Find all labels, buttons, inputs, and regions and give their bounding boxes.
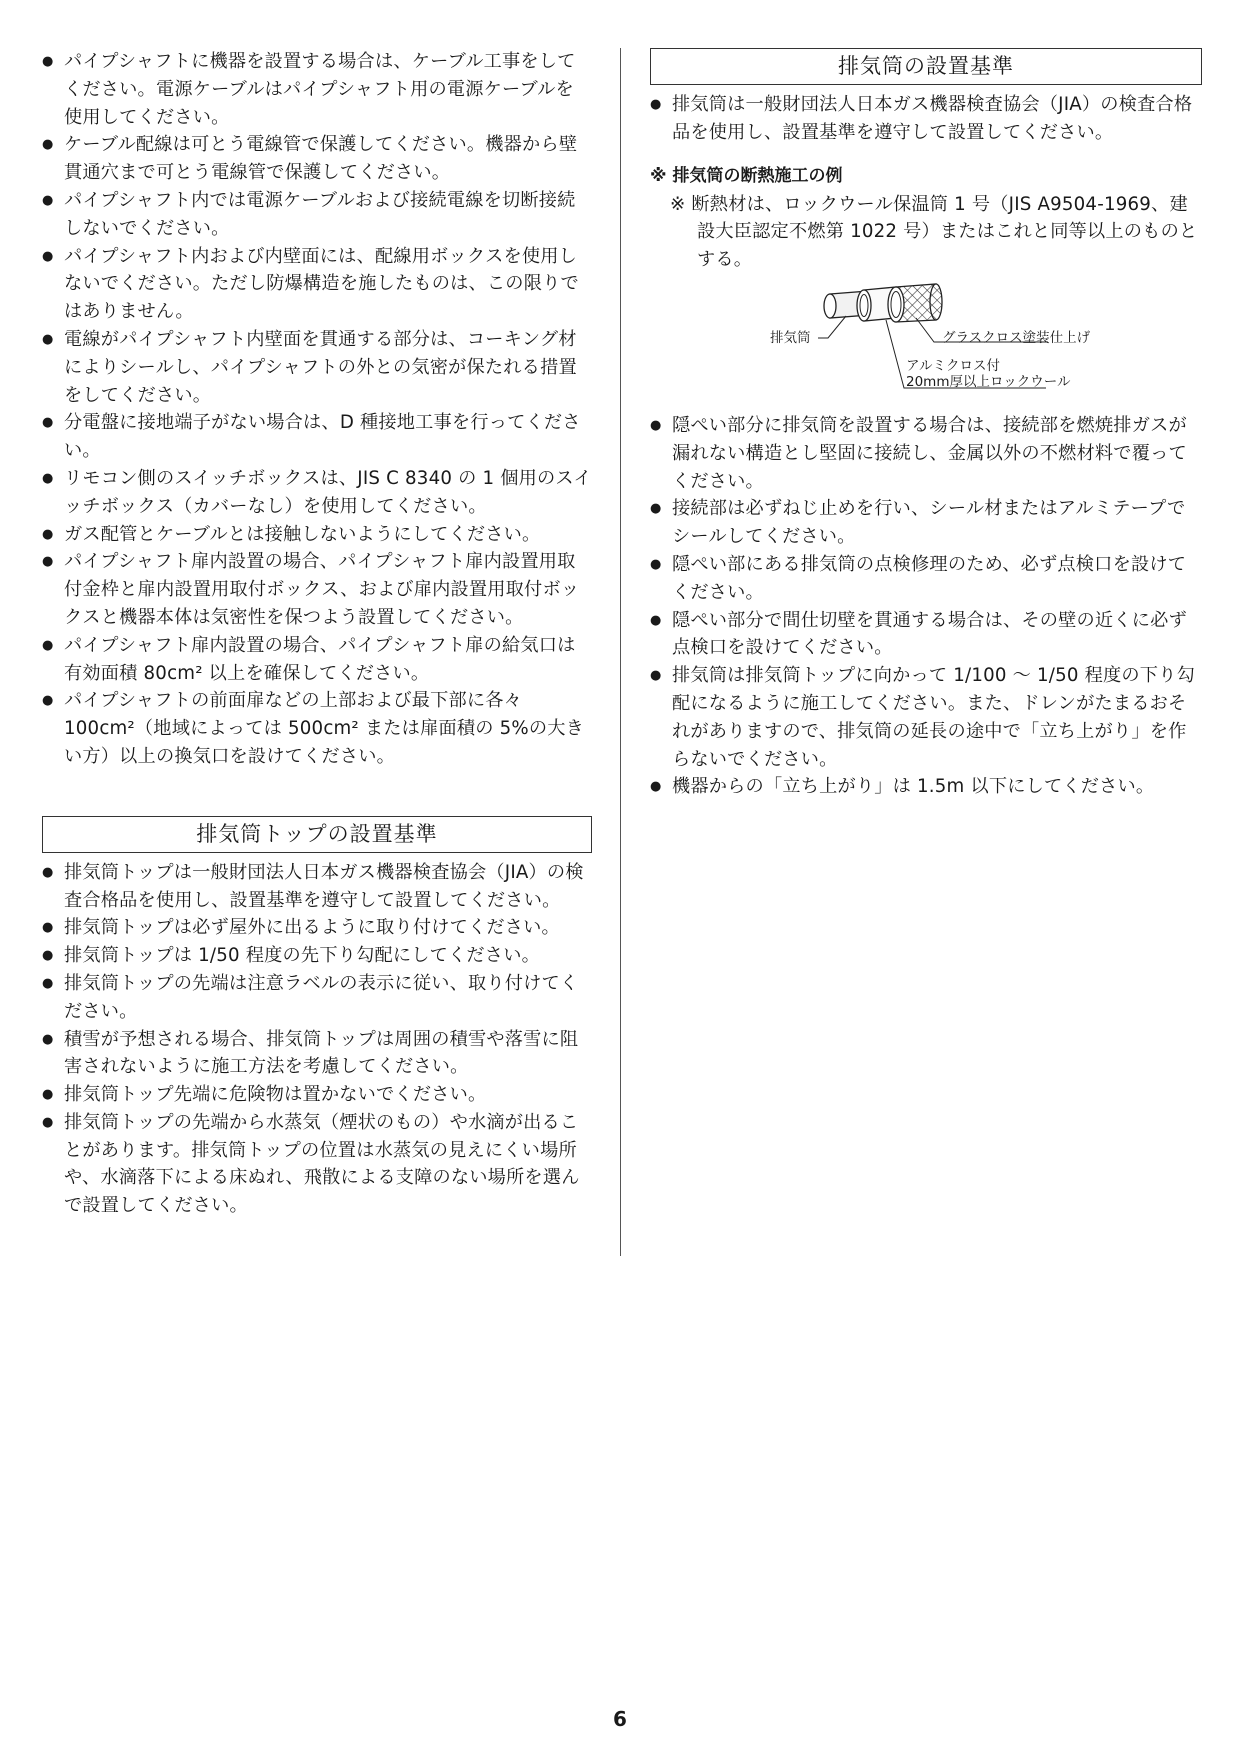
- list-item: ● ガス配管とケーブルとは接触しないようにしてください。: [42, 521, 592, 549]
- list-item: ● 機器からの「立ち上がり」は 1.5m 以下にしてください。: [650, 773, 1202, 801]
- list-item: ● パイプシャフト扉内設置の場合、パイプシャフト扉内設置用取付金枠と扉内設置用取付ボックス、および扉内設置用取付ボックスと機器本体は気密性を保つよう設置してください。: [42, 548, 592, 631]
- list-item: ● 分電盤に接地端子がない場合は、D 種接地工事を行ってください。: [42, 409, 592, 465]
- pipe-shaft-wiring-list: [42, 48, 592, 771]
- list-item: ● 排気筒トップの先端から水蒸気（煙状のもの）や水滴が出ることがあります。排気筒トップの位置は水蒸気の見えにくい場所や、水滴落下による床ぬれ、飛散による支障のない場所を選んで設置してください。: [42, 1109, 592, 1220]
- label-glass-cloth-finish: グラスクロス塗装仕上げ: [942, 329, 1091, 346]
- label-flue-pipe: 排気筒: [770, 329, 811, 346]
- list-item: ● 隠ぺい部分で間仕切壁を貫通する場合は、その壁の近くに必ず点検口を設けてください。: [650, 607, 1202, 663]
- list-item: ● ケーブル配線は可とう電線管で保護してください。機器から壁貫通穴まで可とう電線管で保護してください。: [42, 131, 592, 187]
- right-column: [650, 48, 1202, 801]
- list-item: ● パイプシャフト扉内設置の場合、パイプシャフト扉の給気口は有効面積 80cm² 以上を確保してください。: [42, 632, 592, 688]
- flue-standards-list: [650, 91, 1202, 147]
- column-divider: [620, 48, 621, 1256]
- list-item: ● パイプシャフト内および内壁面には、配線用ボックスを使用しないでください。ただし防爆構造を施したものは、この限りではありません。: [42, 243, 592, 326]
- label-rockwool-thickness: 20mm厚以上ロックウール: [906, 373, 1071, 390]
- list-item: ● 接続部は必ずねじ止めを行い、シール材またはアルミテープでシールしてください。: [650, 495, 1202, 551]
- list-item: ● リモコン側のスイッチボックスは、JIS C 8340 の 1 個用のスイッチボックス（カバーなし）を使用してください。: [42, 465, 592, 521]
- list-item: ● 排気筒は排気筒トップに向かって 1/100 ～ 1/50 程度の下り勾配になるように施工してください。また、ドレンがたまるおそれがありますので、排気筒の延長の途中で「立ち上がり」を作らないでください。: [650, 662, 1202, 773]
- list-item: ● パイプシャフトの前面扉などの上部および最下部に各々 100cm²（地域によっては 500cm² または扉面積の 5%の大きい方）以上の換気口を設けてください。: [42, 687, 592, 770]
- list-item: ● 排気筒は一般財団法人日本ガス機器検査協会（JIA）の検査合格品を使用し、設置基準を遵守して設置してください。: [650, 91, 1202, 147]
- list-item: ● 排気筒トップは一般財団法人日本ガス機器検査協会（JIA）の検査合格品を使用し、設置基準を遵守して設置してください。: [42, 859, 592, 915]
- flue-concealed-standards-list: [650, 412, 1202, 801]
- page-number: 6: [613, 1707, 627, 1731]
- list-item: ● 積雪が予想される場合、排気筒トップは周囲の積雪や落雪に阻害されないように施工方法を考慮してください。: [42, 1026, 592, 1082]
- label-aluminum-cloth: アルミクロス付: [906, 357, 1000, 374]
- left-column: [42, 48, 592, 1220]
- insulation-note-heading: ※ 排気筒の断熱施工の例: [650, 165, 843, 186]
- flue-top-standards-list: [42, 859, 592, 1220]
- insulation-note-body: ※ 断熱材は、ロックウール保温筒 1 号（JIS A9504-1969、建設大臣認定不燃第 1022 号）またはこれと同等以上のものとする。: [670, 193, 1198, 271]
- list-item: ● パイプシャフトに機器を設置する場合は、ケーブル工事をしてください。電源ケーブルはパイプシャフト用の電源ケーブルを使用してください。: [42, 48, 592, 131]
- section-title-flue: 排気筒の設置基準: [650, 48, 1202, 85]
- list-item: ● 排気筒トップは 1/50 程度の先下り勾配にしてください。: [42, 942, 592, 970]
- insulated-flue-diagram: [650, 280, 1202, 408]
- list-item: ● 隠ぺい部分に排気筒を設置する場合は、接続部を燃焼排ガスが漏れない構造とし堅固に接続し、金属以外の不燃材料で覆ってください。: [650, 412, 1202, 495]
- list-item: ● 排気筒トップ先端に危険物は置かないでください。: [42, 1081, 592, 1109]
- list-item: ● 隠ぺい部にある排気筒の点検修理のため、必ず点検口を設けてください。: [650, 551, 1202, 607]
- list-item: ● 排気筒トップの先端は注意ラベルの表示に従い、取り付けてください。: [42, 970, 592, 1026]
- list-item: ● 排気筒トップは必ず屋外に出るように取り付けてください。: [42, 914, 592, 942]
- list-item: ● 電線がパイプシャフト内壁面を貫通する部分は、コーキング材によりシールし、パイプシャフトの外との気密が保たれる措置をしてください。: [42, 326, 592, 409]
- section-title-flue-top: 排気筒トップの設置基準: [42, 816, 592, 853]
- list-item: ● パイプシャフト内では電源ケーブルおよび接続電線を切断接続しないでください。: [42, 187, 592, 243]
